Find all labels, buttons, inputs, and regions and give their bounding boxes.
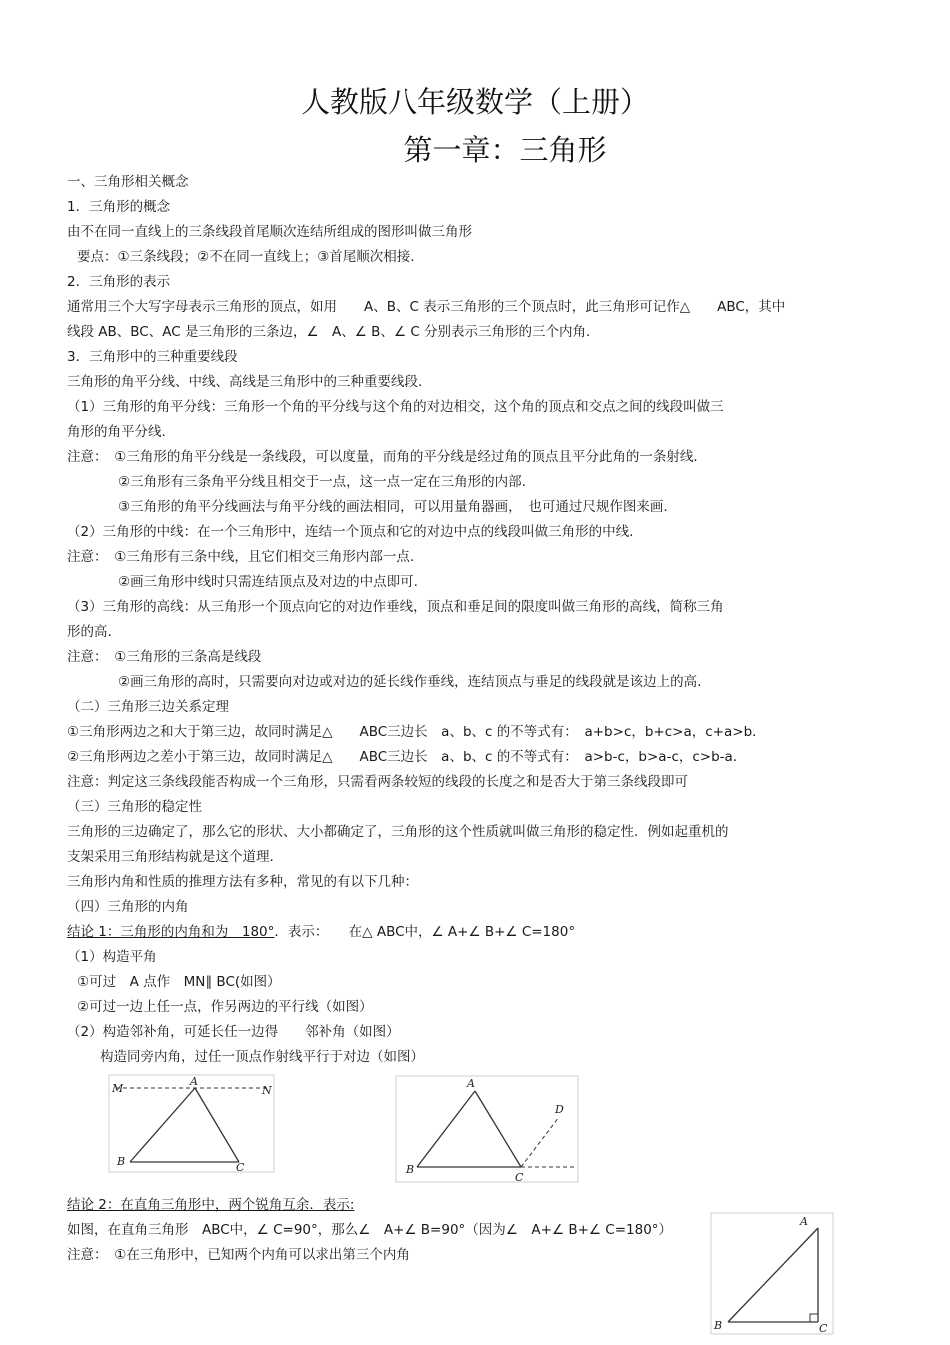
- conclusion-2: [67, 1195, 354, 1215]
- method-heading: （1）构造平角: [67, 949, 157, 965]
- method-heading: （2）构造邻补角，可延长任一边得 邻补角（如图）: [67, 1024, 400, 1040]
- paragraph-line: 支架采用三角形结构就是这个道理.: [67, 849, 274, 865]
- note-line: 注意： ①三角形有三条中线，且它们相交三角形内部一点.: [67, 549, 415, 565]
- figure-right-triangle: [710, 1212, 835, 1336]
- section-heading: 一、三角形相关概念: [67, 174, 189, 190]
- paragraph-line: 线段 AB、BC、AC 是三角形的三条边，∠ A、∠ B、∠ C 分别表示三角形的三个内角.: [67, 324, 591, 340]
- subsection-heading: 1．三角形的概念: [67, 199, 171, 215]
- label-b: B: [117, 1155, 126, 1168]
- theorem-line: ①三角形两边之和大于第三边，故同时满足△ ABC三边长 a、b、c 的不等式有： a+b>c，b+c>a，c+a>b．: [67, 724, 766, 740]
- label-b: B: [714, 1319, 723, 1332]
- note-line: 注意： ①三角形的三条高是线段: [67, 649, 262, 665]
- note-line: ③三角形的角平分线画法与角平分线的画法相同，可以用量角器画， 也可通过尺规作图来画.: [118, 499, 668, 515]
- subsection-heading: （四）三角形的内角: [67, 899, 189, 915]
- paragraph-line: 如图，在直角三角形 ABC中，∠ C=90°，那么∠ A+∠ B=90°（因为∠ A+∠ B+∠ C=180°）: [67, 1222, 673, 1238]
- paragraph-line: 形的高.: [67, 624, 112, 640]
- subsection-heading: 3．三角形中的三种重要线段: [67, 349, 238, 365]
- label-m: M: [112, 1082, 124, 1095]
- note-line: 注意： ①三角形的角平分线是一条线段，可以度量，而角的平分线是经过角的顶点且平分此角的一条射线.: [67, 449, 698, 465]
- conclusion-1: [67, 922, 575, 942]
- method-line: ①可过 A 点作 MN∥ BC(如图）: [77, 974, 281, 990]
- note-line: 注意：判定这三条线段能否构成一个三角形，只需看两条较短的线段的长度之和是否大于第三条线段即可: [67, 774, 688, 790]
- figure-adjacent-angle: [395, 1075, 580, 1185]
- method-line: ②可过一边上任一点，作另两边的平行线（如图）: [77, 999, 373, 1015]
- key-points-line: 要点：①三条线段；②不在同一直线上；③首尾顺次相接.: [77, 249, 415, 265]
- label-d: D: [555, 1103, 564, 1116]
- label-a: A: [800, 1215, 808, 1228]
- paragraph-line: 三角形内角和性质的推理方法有多种，常见的有以下几种：: [67, 874, 418, 890]
- page-title: 人教版八年级数学（上册）: [300, 85, 649, 119]
- chapter-title: 第一章：三角形: [403, 133, 607, 167]
- conclusion-1-rest: ．表示： 在△ ABC中，∠ A+∠ B+∠ C=180°: [274, 924, 576, 940]
- label-b: B: [406, 1163, 415, 1176]
- label-c: C: [819, 1322, 828, 1335]
- label-c: C: [515, 1171, 524, 1184]
- theorem-line: ②三角形两边之差小于第三边，故同时满足△ ABC三边长 a、b、c 的不等式有： a>b-c，b>a-c，c>b-a．: [67, 749, 747, 765]
- method-line: 构造同旁内角，过任一顶点作射线平行于对边（如图）: [100, 1049, 424, 1065]
- conclusion-1-lead: 结论 1：三角形的内角和为 180°: [67, 924, 275, 940]
- figure-parallel-line: [108, 1074, 276, 1174]
- paragraph-line: （1）三角形的角平分线：三角形一个角的平分线与这个角的对边相交，这个角的顶点和交点之间的线段叫做三: [67, 399, 724, 415]
- paragraph-line: 三角形的角平分线、中线、高线是三角形中的三种重要线段.: [67, 374, 423, 390]
- paragraph-line: 通常用三个大写字母表示三角形的顶点，如用 A、B、C 表示三角形的三个顶点时，此三角形可记作△ ABC，其中: [67, 299, 786, 315]
- paragraph-line: （2）三角形的中线：在一个三角形中，连结一个顶点和它的对边中点的线段叫做三角形的中线.: [67, 524, 634, 540]
- note-line: 注意： ①在三角形中，已知两个内角可以求出第三个内角: [67, 1247, 410, 1263]
- subsection-heading: 2．三角形的表示: [67, 274, 171, 290]
- paragraph-line: 三角形的三边确定了，那么它的形状、大小都确定了，三角形的这个性质就叫做三角形的稳定性．例如起重机的: [67, 824, 729, 840]
- label-n: N: [262, 1084, 272, 1097]
- label-a: A: [467, 1077, 475, 1090]
- conclusion-2-lead: 结论 2：在直角三角形中，两个锐角互余．表示:: [67, 1197, 355, 1213]
- paragraph-line: （3）三角形的高线：从三角形一个顶点向它的对边作垂线，顶点和垂足间的限度叫做三角形的高线，简称三角: [67, 599, 724, 615]
- note-line: ②三角形有三条角平分线且相交于一点，这一点一定在三角形的内部.: [118, 474, 526, 490]
- subsection-heading: （三）三角形的稳定性: [67, 799, 202, 815]
- note-line: ②画三角形的高时，只需要向对边或对边的延长线作垂线，连结顶点与垂足的线段就是该边上的高.: [118, 674, 702, 690]
- paragraph-line: 由不在同一直线上的三条线段首尾顺次连结所组成的图形叫做三角形: [67, 224, 472, 240]
- paragraph-line: 角形的角平分线.: [67, 424, 166, 440]
- note-line: ②画三角形中线时只需连结顶点及对边的中点即可.: [118, 574, 418, 590]
- subsection-heading: （二）三角形三边关系定理: [67, 699, 229, 715]
- label-c: C: [236, 1161, 245, 1174]
- label-a: A: [190, 1075, 198, 1088]
